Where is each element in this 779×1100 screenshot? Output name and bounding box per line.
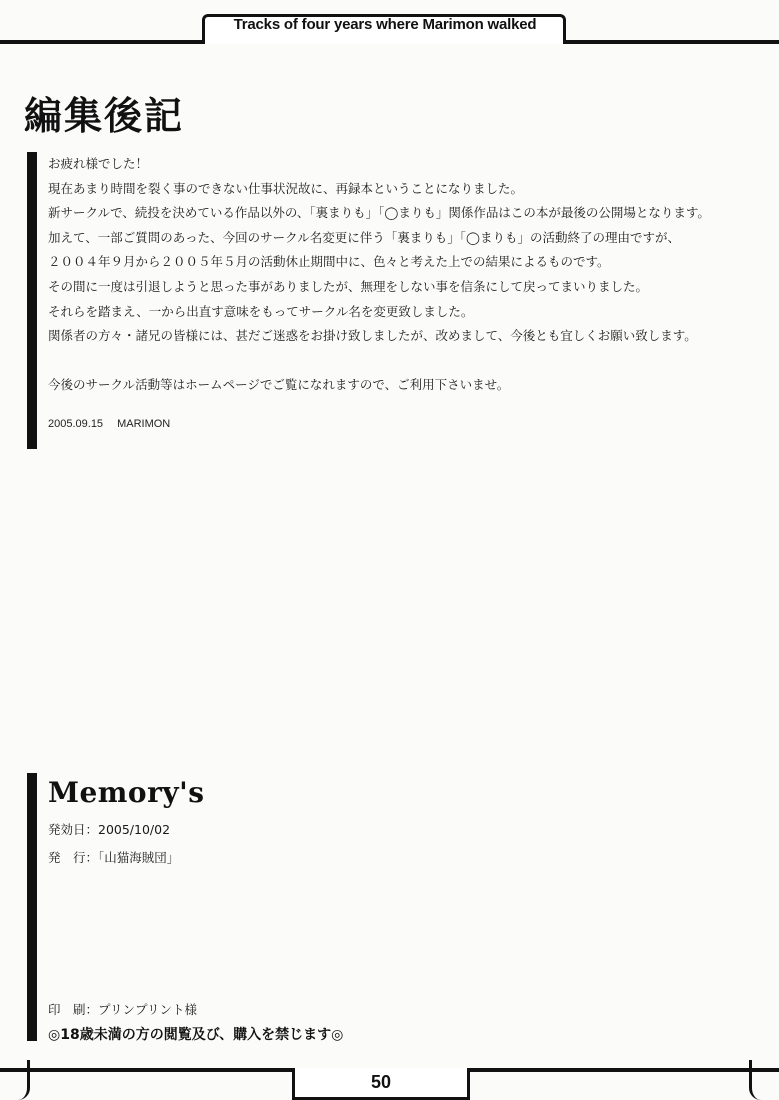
body-line-3: 新サークルで、続投を決めている作品以外の、「裏まりも」「◯まりも」関係作品はこの本が最後の公開場となります。 <box>48 205 710 221</box>
afterword-body <box>48 152 748 398</box>
body-line-4: 加えて、一部ご質問のあった、今回のサークル名変更に伴う「裏まりも」「◯まりも」の活動終了の理由ですが、 <box>48 229 680 245</box>
body-line-2: 現在あまり時間を裂く事のできない仕事状況故に、再録本ということになりました。 <box>48 180 524 196</box>
body-line-9: 今後のサークル活動等はホームページでご覧になれますので、ご利用下さいませ。 <box>48 377 510 393</box>
header-bar <box>0 0 779 48</box>
signature <box>48 418 184 430</box>
paragraph-gap <box>48 349 748 374</box>
printer: 印 刷：プリンプリント様 <box>48 1002 198 1017</box>
colophon-title: Memory's <box>48 776 205 809</box>
page-number: 50 <box>370 1072 392 1092</box>
footer-corner-right <box>749 1060 779 1100</box>
publisher: 発 行：「山猫海賊団」 <box>48 850 180 865</box>
body-line-1: お疲れ様でした！ <box>48 156 149 171</box>
signature-name: MARIMON <box>117 418 171 430</box>
section-title: 編集後記 <box>24 94 185 138</box>
age-restriction-warning: ◎18歳未満の方の閲覧及び、購入を禁じます◎ <box>48 1027 344 1043</box>
body-line-5: ２００４年９月から２００５年５月の活動休止期間中に、色々と考えた上での結果によるものです。 <box>48 254 610 270</box>
issue-date: 発効日：2005/10/02 <box>48 822 171 837</box>
body-line-7: それらを踏まえ、一から出直す意味をもってサークル名を変更致しました。 <box>48 303 474 319</box>
body-line-8: 関係者の方々・諸兄の皆様には、甚だご迷惑をお掛け致しましたが、改めまして、今後とも宜しくお願い致します。 <box>48 328 697 344</box>
header-title: Tracks of four years where Marimon walked <box>233 16 537 33</box>
footer-corner-left <box>0 1060 30 1100</box>
signature-date: 2005.09.15 <box>48 418 104 430</box>
colophon-side-rule <box>27 773 37 1041</box>
body-side-rule <box>27 152 37 449</box>
body-line-6: その間に一度は引退しようと思った事がありましたが、無理をしない事を信条にして戻ってまいりました。 <box>48 278 649 294</box>
